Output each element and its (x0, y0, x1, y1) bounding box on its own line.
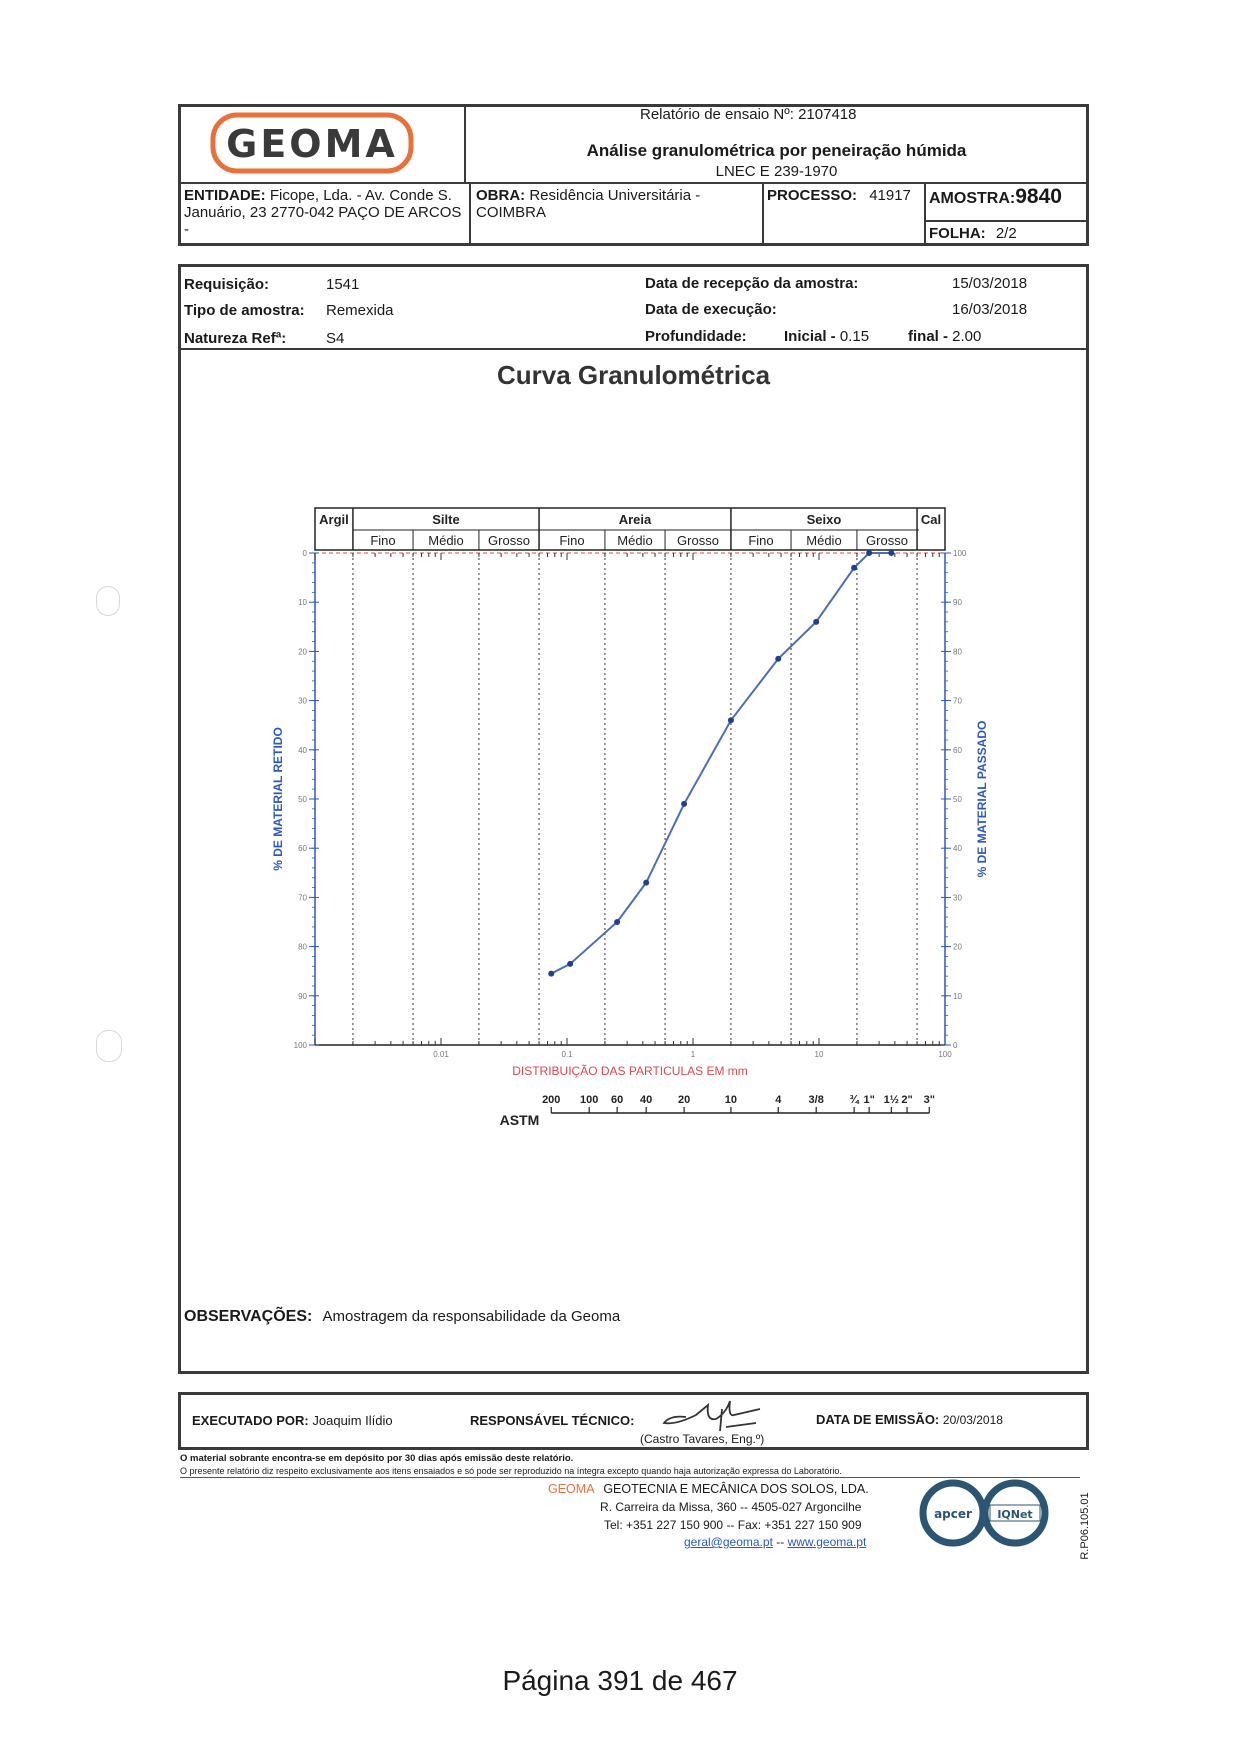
report-label: Relatório de ensaio Nº: (640, 106, 794, 123)
responsavel-label: RESPONSÁVEL TÉCNICO: (470, 1413, 635, 1428)
iqnet-text: IQNet (997, 1508, 1033, 1521)
y-tick-label-left: 60 (298, 844, 307, 854)
grading-curve-line (551, 553, 891, 974)
y-tick-label-right: 80 (953, 647, 962, 657)
y-tick-label-left: 30 (298, 696, 307, 706)
grading-curve-point-4 (681, 801, 687, 807)
soil-class-3: Seixo (806, 512, 842, 527)
y-tick-label-right: 50 (953, 795, 962, 804)
y-tick-label-left: 90 (298, 991, 307, 1001)
executado-value: Joaquim Ilídio (312, 1413, 393, 1428)
tipo-value: Remexida (326, 302, 394, 319)
iqnet-seal (980, 1478, 1050, 1548)
observacoes-text: Amostragem da responsabilidade da Geoma (322, 1308, 621, 1325)
info-divider (180, 348, 1087, 350)
astm-label: ASTM (499, 1112, 540, 1128)
y-tick-label-right: 40 (953, 844, 962, 854)
amostra-cell (929, 185, 1062, 209)
astm-sieve-label-7: 3/8 (808, 1094, 824, 1106)
y-tick-label-right: 0 (953, 1041, 958, 1050)
soil-class-4: Cal (920, 512, 942, 527)
processo-label: PROCESSO: (767, 187, 858, 204)
x-tick-label: 100 (938, 1050, 952, 1059)
apcer-seal (918, 1478, 988, 1548)
company-line (548, 1482, 869, 1496)
entidade-label: ENTIDADE: (184, 187, 266, 204)
grading-curve-point-5 (728, 717, 734, 723)
natureza-label: Natureza Refª: (184, 330, 287, 347)
report-number-line (640, 106, 856, 123)
test-title: Análise granulométrica por peneiração húmida (586, 141, 967, 160)
soil-subclass-2-2: Grosso (677, 533, 719, 548)
final-cell (908, 328, 981, 345)
header-divider-entidade (469, 184, 471, 244)
observacoes-label: OBSERVAÇÕES: (184, 1308, 313, 1325)
emissao-cell (816, 1412, 1003, 1427)
header-divider-folha (926, 220, 1087, 222)
x-tick-label: 1 (690, 1050, 696, 1059)
soil-subclass-1-0: Fino (370, 533, 396, 548)
header-divider-processo (924, 184, 926, 244)
amostra-label: AMOSTRA: (929, 190, 1016, 207)
astm-sieve-label-2: 60 (611, 1094, 624, 1106)
header-divider-h (180, 182, 1087, 184)
y-tick-label-left: 80 (298, 942, 307, 952)
soil-subclass-1-2: Grosso (488, 533, 530, 548)
y-tick-label-right: 60 (953, 745, 962, 755)
chart-title: Curva Granulométrica (496, 360, 771, 390)
y-axis-label-right: % DE MATERIAL PASSADO (975, 720, 989, 878)
inicial-label: Inicial - (784, 328, 840, 345)
grading-curve-point-2 (614, 919, 620, 925)
y-tick-label-right: 100 (953, 549, 967, 558)
astm-sieve-label-4: 20 (677, 1094, 691, 1106)
recepcao-value: 15/03/2018 (952, 275, 1028, 292)
execucao-label: Data de execução: (645, 301, 777, 318)
soil-class-1: Silte (432, 512, 460, 527)
obra-cell (476, 187, 758, 221)
y-tick-label-left: 20 (298, 647, 307, 657)
y-tick-label-right: 10 (953, 991, 962, 1001)
requisicao-value: 1541 (326, 276, 360, 293)
y-tick-label-left: 40 (298, 745, 307, 755)
astm-sieve-label-1: 100 (580, 1094, 599, 1106)
responsavel-name: (Castro Tavares, Eng.º) (640, 1432, 765, 1446)
executado-label: EXECUTADO POR: (192, 1413, 309, 1428)
company-address: R. Carreira da Missa, 360 -- 4505-027 Argoncilhe (600, 1500, 862, 1514)
folha-cell (929, 225, 1017, 242)
note-line-1: O material sobrante encontra-se em depósito por 30 dias após emissão deste relatório. (180, 1453, 574, 1464)
requisicao-label: Requisição: (184, 276, 270, 293)
grading-curve-point-1 (567, 961, 573, 967)
y-tick-label-left: 10 (298, 598, 307, 608)
folha-label: FOLHA: (929, 225, 986, 242)
company-web-line (684, 1535, 866, 1549)
y-tick-label-left: 70 (298, 893, 307, 903)
logo-text: GEOMA (226, 122, 398, 166)
punch-hole-bottom (96, 1030, 122, 1062)
y-tick-label-right: 30 (953, 893, 962, 903)
observacoes-line (184, 1308, 620, 1326)
x-tick-label: 10 (814, 1050, 824, 1059)
grading-curve-point-0 (548, 971, 554, 977)
y-tick-label-left: 100 (293, 1041, 307, 1050)
geoma-logo (210, 112, 414, 174)
note-line-2: O presente relatório diz respeito exclusivamente aos itens ensaiados e só pode ser reproduzido na íntegra excepto quando haja autorização expressa do Laboratório. (180, 1466, 842, 1476)
final-label: final - (908, 328, 953, 345)
company-website[interactable]: www.geoma.pt (787, 1535, 867, 1549)
report-number: 2107418 (798, 106, 857, 123)
obra-value: Residência Universitária - COIMBRA (476, 187, 701, 221)
entidade-cell (184, 187, 466, 238)
astm-sieve-label-9: 1" (863, 1094, 875, 1106)
entidade-value: Ficope, Lda. - Av. Conde S. Januário, 23 2770-042 PAÇO DE ARCOS - (184, 187, 462, 238)
punch-hole-top (96, 586, 120, 616)
company-phones: Tel: +351 227 150 900 -- Fax: +351 227 150 909 (604, 1518, 862, 1532)
header-divider-obra (762, 184, 764, 244)
form-code: R.P06.105.01 (1079, 1492, 1091, 1560)
company-name: GEOTECNIA E MECÂNICA DOS SOLOS, LDA. (603, 1482, 869, 1496)
grading-curve-point-9 (866, 550, 872, 556)
grading-curve-point-7 (813, 619, 819, 625)
execucao-value: 16/03/2018 (952, 301, 1028, 318)
company-email[interactable]: geral@geoma.pt (684, 1535, 773, 1549)
emissao-label: DATA DE EMISSÃO: (816, 1412, 940, 1427)
natureza-value: S4 (326, 330, 345, 347)
processo-cell (767, 187, 911, 204)
y-tick-label-left: 50 (298, 795, 307, 804)
inicial-cell (784, 328, 869, 345)
y-tick-label-right: 20 (953, 942, 962, 952)
soil-class-2: Areia (618, 512, 652, 527)
soil-subclass-2-1: Médio (617, 533, 653, 548)
test-standard: LNEC E 239-1970 (715, 163, 838, 180)
y-axis-label-left: % DE MATERIAL RETIDO (271, 727, 285, 871)
astm-sieve-label-11: 2" (901, 1094, 913, 1106)
amostra-value: 9840 (1015, 185, 1062, 208)
soil-class-0: Argil (319, 512, 349, 527)
astm-sieve-label-6: 4 (775, 1094, 782, 1106)
processo-value: 41917 (869, 187, 911, 204)
y-tick-label-right: 70 (953, 696, 962, 706)
grading-curve-chart (250, 500, 1010, 1140)
astm-sieve-label-12: 3" (923, 1094, 935, 1106)
signature-scribble (656, 1395, 766, 1433)
soil-subclass-3-2: Grosso (866, 533, 908, 548)
astm-sieve-label-10: 1½ (883, 1094, 899, 1106)
astm-sieve-label-8: ¾ (849, 1094, 859, 1106)
obra-label: OBRA: (476, 187, 526, 204)
y-tick-label-left: 0 (302, 549, 307, 558)
page-footer: Página 391 de 467 (502, 1665, 738, 1696)
grading-curve-point-8 (851, 565, 857, 571)
x-tick-label: 0.1 (561, 1050, 573, 1059)
company-brand: GEOMA (548, 1482, 594, 1496)
executado-cell (192, 1413, 393, 1428)
emissao-value: 20/03/2018 (942, 1413, 1003, 1427)
x-tick-label: 0.01 (433, 1050, 449, 1059)
grading-curve-point-6 (775, 656, 781, 662)
y-tick-label-right: 90 (953, 598, 962, 608)
soil-subclass-3-0: Fino (748, 533, 774, 548)
astm-sieve-label-3: 40 (640, 1094, 653, 1106)
tipo-label: Tipo de amostra: (184, 302, 305, 319)
astm-sieve-label-5: 10 (724, 1094, 738, 1106)
grading-curve-point-3 (643, 880, 649, 886)
profundidade-label: Profundidade: (645, 328, 747, 345)
inicial-value: 0.15 (839, 328, 870, 345)
web-separator: -- (772, 1535, 788, 1549)
soil-subclass-3-1: Médio (806, 533, 842, 548)
soil-subclass-1-1: Médio (428, 533, 464, 548)
x-axis-label: DISTRIBUIÇÃO DAS PARTICULAS EM mm (512, 1064, 748, 1078)
final-value: 2.00 (952, 328, 982, 345)
folha-value: 2/2 (995, 225, 1017, 242)
astm-sieve-label-0: 200 (542, 1094, 561, 1106)
grading-curve-point-10 (888, 550, 894, 556)
recepcao-label: Data de recepção da amostra: (645, 275, 859, 292)
soil-subclass-2-0: Fino (559, 533, 585, 548)
apcer-text: apcer (934, 1507, 972, 1521)
